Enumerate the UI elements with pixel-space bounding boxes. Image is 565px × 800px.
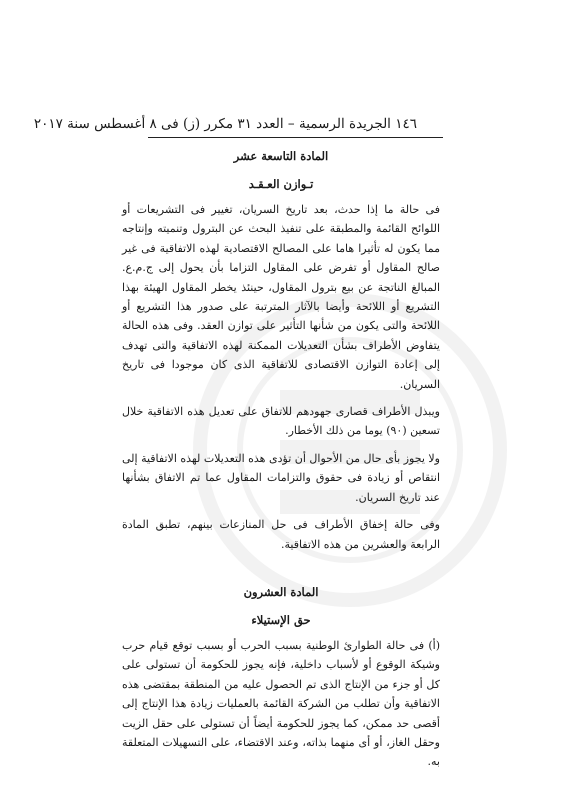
document-body (122, 146, 440, 780)
article-19-paragraph: ويبذل الأطراف قصارى جهودهم للاتفاق على تعديل هذه الاتفاقية خلال تسعين (٩٠) يوما من ذلك الأخطار. (122, 405, 440, 438)
article-20-paragraph: (أ) فى حالة الطوارئ الوطنية بسبب الحرب أو بسبب توقع قيام حرب وشيكة الوقوع أو لأسباب داخلية، فإنه يجوز للحكومة أن تستولى على كل أو جزء من الإنتاج الذى تم الحصول عليه من المنطقة بمقتضى هذه الاتفاقية وأن تطلب من الشركة القائمة بالعمليات زيادة هذا الإنتاج إلى أقصى حد ممكن، كما يجوز للحكومة أيضاً أن تستولى على حقل الزيت وحقل الغاز، أو أى منهما بذاته، وعند الاقتضاء، على التسهيلات المتعلقة به. (122, 638, 440, 769)
article-20-title: المادة العشرون (243, 584, 319, 599)
header-divider (148, 137, 443, 138)
article-20-subtitle: حق الإستيلاء (251, 612, 311, 627)
article-19-paragraph: ولا يجوز بأى حال من الأحوال أن تؤدى هذه التعديلات لهذه الاتفاقية إلى انتقاص أو زيادة فى حقوق والتزامات المقاول عما تم الاتفاق بشأنها عند تاريخ السريان. (122, 451, 440, 504)
section-spacer (122, 562, 440, 582)
page-header: ١٤٦ الجريدة الرسمية – العدد ٣١ مكرر (ز) فى ٨ أغسطس سنة ٢٠١٧ (33, 116, 417, 132)
article-19-title: المادة التاسعة عشر (233, 149, 329, 163)
article-19-paragraph: وفى حالة إخفاق الأطراف فى حل المنازعات بينهم، تطبق المادة الرابعة والعشرين من هذه الاتفاقية. (122, 518, 440, 551)
article-19-paragraph: فى حالة ما إذا حدث، بعد تاريخ السريان، تغيير فى التشريعات أو اللوائح القائمة والمطبقة على تنفيذ البحث عن البترول وتنميته وإنتاجه مما يكون له تأثيرا هاما على المصالح الاقتصادية لهذه الاتفاقية فى غير صالح المقاول أو تفرض على المقاول التزاما بأن يحول إلى ج.م.ع. المبالغ الناتجة عن بيع بترول المقاول، حينئذ يخطر المقاول الهيئة بهذا التشريع أو اللائحة وأيضا بالآثار المترتبة على صدور هذا التشريع أو اللائحة والتى يكون من شأنها التأثير على توازن العقد. وفى هذه الحالة يتفاوض الأطراف بشأن التعديلات الممكنة لهذه الاتفاقية والتى تهدف إلى إعادة التوازن الاقتصادى للاتفاقية الذى كان موجودا فى تاريخ السريان. (122, 203, 440, 391)
article-19-subtitle: تـوازن العـقـد (248, 177, 314, 191)
